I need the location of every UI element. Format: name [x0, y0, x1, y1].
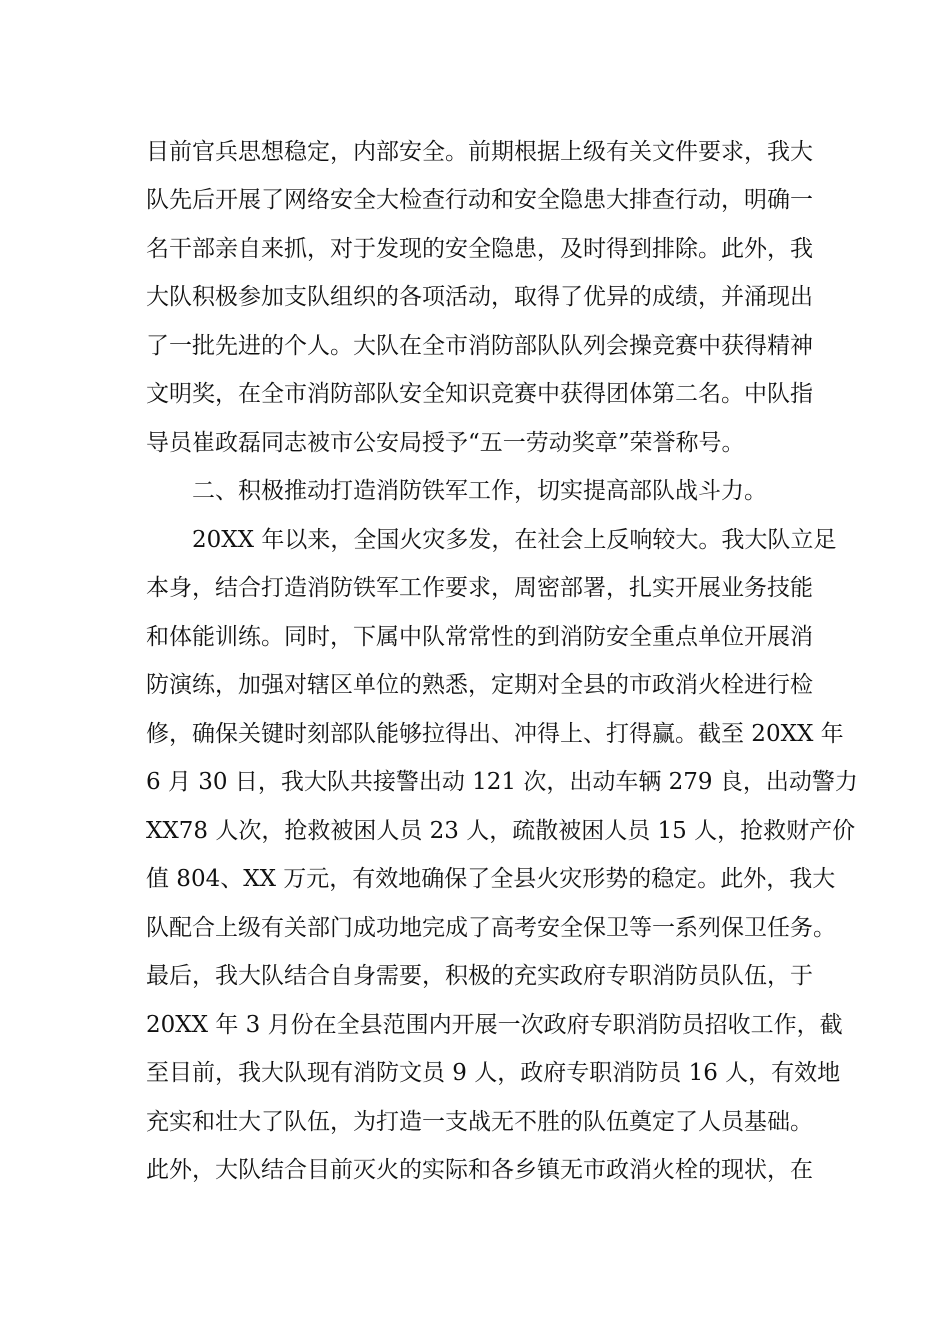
text-line: 导员崔政磊同志被市公安局授予“五一劳动奖章”荣誉称号。: [146, 430, 745, 456]
text-line: 和体能训练。同时，下属中队常常性的到消防安全重点单位开展消: [146, 624, 813, 650]
text-line: 防演练，加强对辖区单位的熟悉，定期对全县的市政消火栓进行检: [146, 672, 813, 698]
text-line: 6 月 30 日，我大队共接警出动 121 次，出动车辆 279 良，出动警力: [146, 769, 858, 795]
text-line: 了一批先进的个人。大队在全市消防部队队列会操竞赛中获得精神: [146, 333, 813, 359]
text-line: 大队积极参加支队组织的各项活动，取得了优异的成绩，并涌现出: [146, 284, 813, 310]
text-line: 20XX 年以来，全国火灾多发，在社会上反响较大。我大队立足: [192, 527, 837, 553]
text-line: 文明奖，在全市消防部队安全知识竞赛中获得团体第二名。中队指: [146, 381, 813, 407]
text-line: 本身，结合打造消防铁军工作要求，周密部署，扎实开展业务技能: [146, 575, 813, 601]
text-line: 修，确保关键时刻部队能够拉得出、冲得上、打得赢。截至 20XX 年: [146, 721, 844, 747]
text-line: 此外，大队结合目前灭火的实际和各乡镇无市政消火栓的现状，在: [146, 1157, 813, 1183]
text-line: 名干部亲自来抓，对于发现的安全隐患，及时得到排除。此外，我: [146, 236, 813, 262]
text-line: 至目前，我大队现有消防文员 9 人，政府专职消防员 16 人，有效地: [146, 1060, 841, 1086]
text-line: 20XX 年 3 月份在全县范围内开展一次政府专职消防员招收工作，截: [146, 1012, 843, 1038]
text-line: 队先后开展了网络安全大检查行动和安全隐患大排查行动，明确一: [146, 187, 813, 213]
section-heading: 二、积极推动打造消防铁军工作，切实提高部队战斗力。: [192, 478, 767, 504]
text-line: 队配合上级有关部门成功地完成了高考安全保卫等一系列保卫任务。: [146, 915, 836, 941]
text-line: XX78 人次，抢救被困人员 23 人，疏散被困人员 15 人，抢救财产价: [146, 818, 856, 844]
text-line: 值 804、XX 万元，有效地确保了全县火灾形势的稳定。此外，我大: [146, 866, 836, 892]
text-line: 最后，我大队结合自身需要，积极的充实政府专职消防员队伍，于: [146, 963, 813, 989]
text-line: 目前官兵思想稳定，内部安全。前期根据上级有关文件要求，我大: [146, 139, 813, 165]
text-line: 充实和壮大了队伍，为打造一支战无不胜的队伍奠定了人员基础。: [146, 1109, 813, 1135]
